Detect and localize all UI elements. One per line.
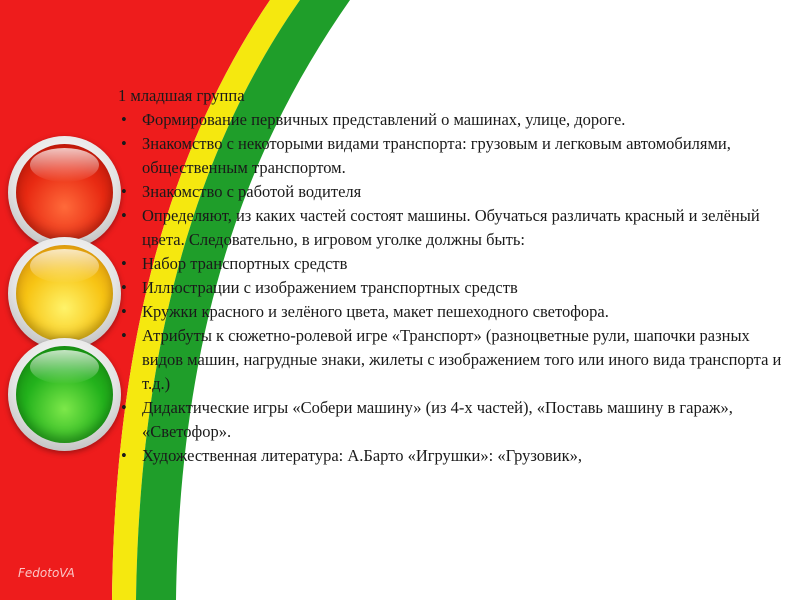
- list-item: • Определяют, из каких частей состоят машины. Обучаться различать красный и зелёный цвета. Следовательно, в игровом уголке должны быть:: [118, 204, 788, 252]
- bullet-list: [118, 108, 788, 468]
- list-item: • Формирование первичных представлений о машинах, улице, дороге.: [118, 108, 788, 132]
- green-light: [8, 338, 121, 451]
- list-item: • Дидактические игры «Собери машину» (из 4-х частей), «Поставь машину в гараж», «Светофор».: [118, 396, 788, 444]
- red-light: [8, 136, 121, 249]
- list-item: • Кружки красного и зелёного цвета, макет пешеходного светофора.: [118, 300, 788, 324]
- list-item: • Набор транспортных средств: [118, 252, 788, 276]
- list-item: • Иллюстрации с изображением транспортных средств: [118, 276, 788, 300]
- group-title: 1 младшая группа: [118, 86, 245, 105]
- list-item: • Атрибуты к сюжетно-ролевой игре «Транспорт» (разноцветные рули, шапочки разных видов машин, нагрудные знаки, жилеты с изображением того или иного вида транспорта и т.д.): [118, 324, 788, 396]
- watermark: FedotoVA: [18, 566, 75, 580]
- list-item: • Знакомство с некоторыми видами транспорта: грузовым и легковым автомобилями, общественным транспортом.: [118, 132, 788, 180]
- slide-content: [118, 84, 788, 468]
- list-item: • Художественная литература: А.Барто «Игрушки»: «Грузовик»,: [118, 444, 788, 468]
- yellow-light: [8, 237, 121, 350]
- list-item: • Знакомство с работой водителя: [118, 180, 788, 204]
